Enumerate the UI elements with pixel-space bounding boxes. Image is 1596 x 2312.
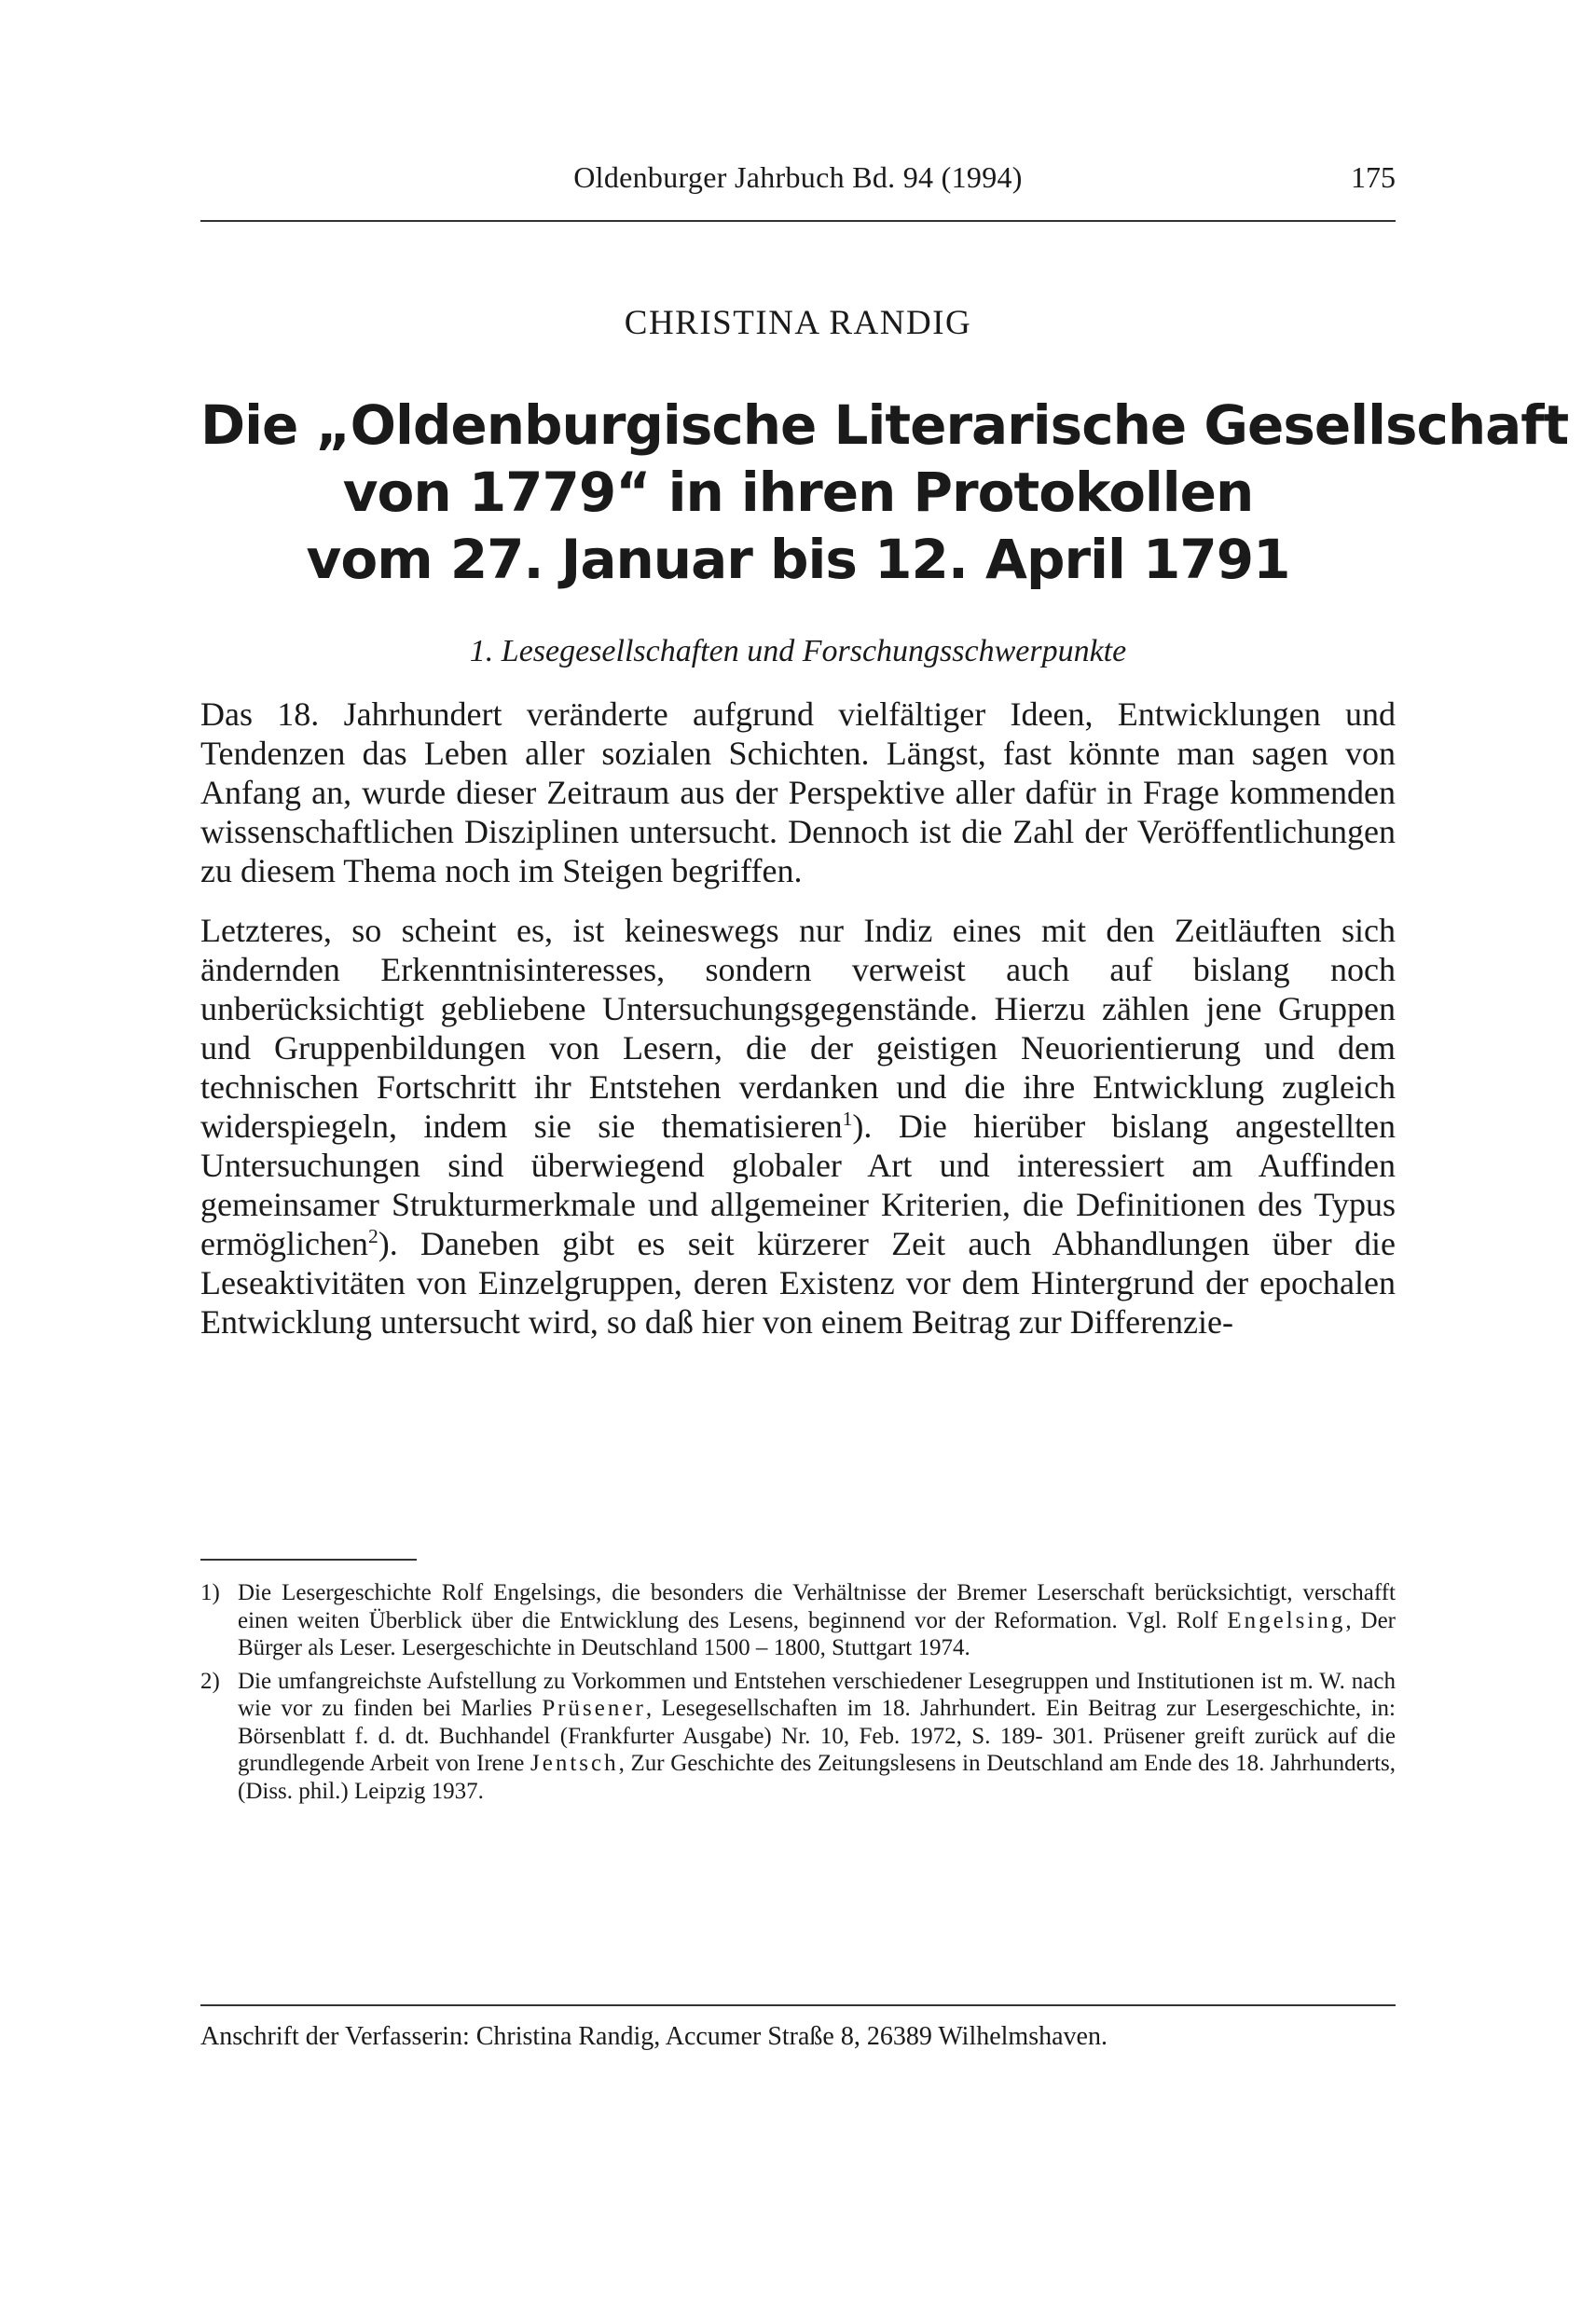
body-text — [200, 695, 1396, 1342]
section-heading: 1. Lesegesellschaften und Forschungsschwerpunkte — [469, 634, 1127, 668]
footnote-text: , Lesegesellschaften im 18. Jahrhundert. Ein Beitrag zur Lesergeschichte, in: Börsenblatt f. d. dt. Buchhandel (Frankfurter Ausgabe) Nr. 10, Feb. 1972, S. 189- 301. Prüsener greift zurück auf die grundlegende Arbeit von Irene — [238, 1696, 1396, 1776]
cited-author: Prüsener — [542, 1696, 646, 1721]
paragraph: Das 18. Jahrhundert veränderte aufgrund vielfältiger Ideen, Entwicklungen und Tendenzen das Leben aller sozialen Schichten. Längst, fast könnte man sagen von Anfang an, wurde dieser Zeitraum aus der Perspektive aller dafür in Frage kommenden wissenschaftlichen Disziplinen untersucht. Dennoch ist die Zahl der Veröffentlichungen zu diesem Thema noch im Steigen begriffen. — [200, 695, 1396, 889]
footnote — [200, 1579, 1396, 1662]
paragraph-text: ). Die hierüber bislang angestellten Untersuchungen sind überwiegend globaler Art und interessiert am Auffinden gemeinsamer Strukturmerkmale und allgemeiner Kriterien, die Definitionen des Typus ermöglichen — [200, 1108, 1396, 1262]
footnote-text: Die umfangreichste Aufstellung zu Vorkommen und Entstehen verschiedener Lesegruppen und Institutionen ist m. W. nach wie vor zu finden bei Marlies — [238, 1668, 1396, 1721]
journal-title: Oldenburger Jahrbuch Bd. 94 (1994) — [573, 160, 1023, 194]
cited-author: Jentsch — [530, 1751, 619, 1776]
footnote-rule — [200, 1559, 417, 1561]
running-head — [200, 157, 1396, 198]
title-line-1: Die „Oldenburgische Literarische Gesellschaft — [200, 393, 1569, 457]
header-rule — [200, 220, 1396, 222]
footnote — [200, 1668, 1396, 1806]
article-title — [200, 392, 1569, 593]
paragraph-text: ). Daneben gibt es seit kürzerer Zeit auch Abhandlungen über die Leseaktivitäten von Einzelgruppen, deren Existenz vor dem Hintergrund der epochalen Entwicklung untersucht wird, so daß hier von einem Beitrag zur Differenzie- — [200, 1225, 1396, 1341]
document-page — [200, 0, 1569, 2312]
author-name: CHRISTINA RANDIG — [624, 304, 972, 342]
footnote-reference: 2 — [367, 1225, 378, 1247]
cited-author: Engelsing — [1227, 1607, 1346, 1633]
author-address: Anschrift der Verfasserin: Christina Randig, Accumer Straße 8, 26389 Wilhelmshaven. — [200, 2022, 1108, 2051]
paragraph-text: Letzteres, so scheint es, ist keineswegs nur Indiz eines mit den Zeitläuften sich ändernden Erkenntnisinteresses, sondern verweist auch auf bislang noch unberücksichtigt gebliebene Untersuchungsgegenstände. Hierzu zählen jene Gruppen und Gruppenbildungen von Lesern, die der geistigen Neuorientierung und dem technischen Fortschritt ihr Entstehen verdanken und die ihre Entwicklung zugleich widerspiegeln, indem sie sie thematisieren — [200, 912, 1396, 1145]
footnote-marker: 1) — [200, 1580, 220, 1605]
footnote-reference: 1 — [842, 1108, 853, 1130]
footnote-text: , Zur Geschichte des Zeitungslesens in Deutschland am Ende des 18. Jahrhunderts, (Diss. phil.) Leipzig 1937. — [238, 1751, 1396, 1804]
address-rule — [200, 2004, 1396, 2006]
title-line-2: von 1779“ in ihren Protokollen — [342, 461, 1254, 524]
footnotes — [200, 1579, 1396, 1810]
paragraph — [200, 911, 1396, 1342]
footnote-marker: 2) — [200, 1668, 220, 1694]
page-number: 175 — [1351, 160, 1396, 194]
title-line-3: vom 27. Januar bis 12. April 1791 — [306, 528, 1290, 591]
footnote-text: , Der Bürger als Leser. Lesergeschichte in Deutschland 1500 – 1800, Stuttgart 1974. — [238, 1607, 1396, 1660]
footnote-text: Die Lesergeschichte Rolf Engelsings, die besonders die Verhältnisse der Bremer Leserschaft berücksichtigt, verschafft einen weiten Überblick über die Entwicklung des Lesens, beginnend vor der Reformation. Vgl. Rolf — [238, 1580, 1396, 1633]
